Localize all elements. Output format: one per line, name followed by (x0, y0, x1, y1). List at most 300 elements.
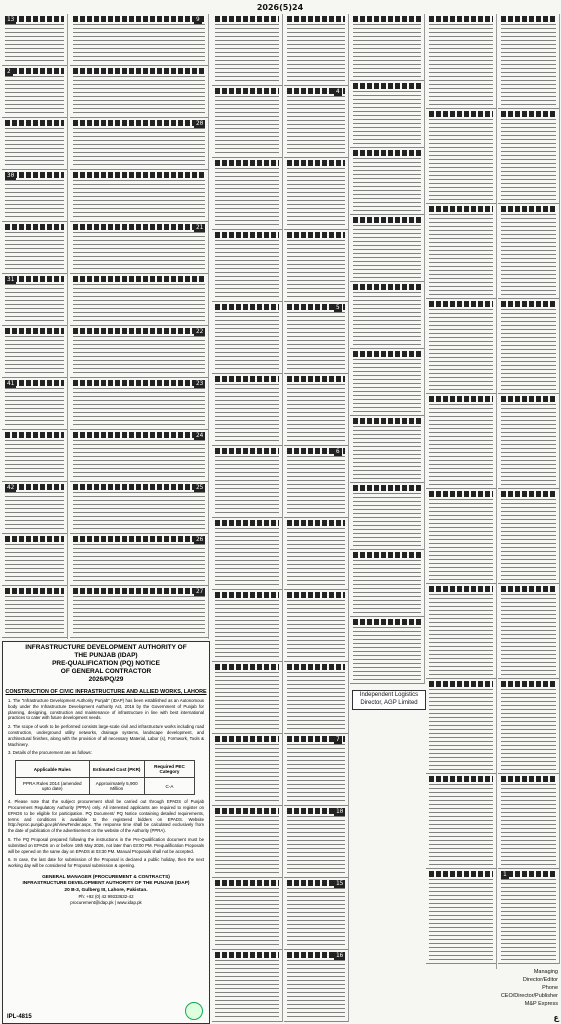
classified-notice (2, 170, 67, 222)
notice-body-text (501, 404, 556, 486)
notice-heading (5, 120, 64, 126)
classified-notice (350, 550, 424, 617)
notice-heading (73, 536, 205, 542)
notice-body-text (5, 336, 64, 375)
notice-heading (73, 68, 205, 74)
ad-title (3, 644, 209, 684)
notice-heading (429, 586, 493, 592)
notice-heading (73, 588, 205, 594)
notice-body-text (287, 312, 345, 371)
notice-number-badge: 31 (7, 276, 15, 283)
classified-notice (284, 878, 348, 950)
notice-heading (501, 301, 556, 307)
classified-notice (2, 326, 67, 378)
imprint-line: M&P Express (524, 1001, 558, 1007)
notice-body-text (5, 596, 64, 635)
notice-heading (287, 232, 345, 238)
notice-number-badge: 22 (196, 328, 204, 335)
col-7 (498, 14, 560, 964)
notice-body-text (73, 492, 205, 531)
ad-title-line: INFRASTRUCTURE DEVELOPMENT AUTHORITY OF (25, 644, 187, 651)
logistics-line: Independent Logistics (359, 692, 419, 698)
imprint-line: Managing Director/Editor (522, 969, 558, 983)
notice-body-text (287, 168, 345, 227)
notice-body-text (73, 76, 205, 115)
classified-notice (70, 118, 208, 170)
col-1 (2, 14, 68, 639)
classified-notice (212, 590, 282, 662)
notice-body-text (73, 440, 205, 479)
classified-notice (426, 584, 496, 679)
classified-notice (350, 617, 424, 684)
classified-notice (350, 282, 424, 349)
notice-body-text (5, 232, 64, 271)
notice-number-badge: 16 (336, 952, 344, 959)
classified-notice (426, 14, 496, 109)
ad-paragraph: 1. The "Infrastructure Development Authority Punjab" (IDAP) has been established as an Autonomous body under the Infrastructure Development Authority Act, 2016 by the Government of Punjab for planning, designing, construction and maintenance of infrastructure in line with best international practices to cater with future development needs. (8, 698, 204, 721)
notice-body-text (287, 672, 345, 731)
classified-notice (212, 374, 282, 446)
classified-notice (212, 518, 282, 590)
classified-notice (426, 109, 496, 204)
notice-body-text (215, 816, 279, 875)
notice-body-text (287, 744, 345, 803)
notice-body-text (287, 528, 345, 587)
notice-body-text (215, 888, 279, 947)
notice-heading (353, 16, 421, 22)
notice-heading (287, 664, 345, 670)
notice-body-text (287, 888, 345, 947)
notice-body-text (429, 309, 493, 391)
notice-body-text (353, 359, 421, 413)
notice-body-text (5, 24, 64, 63)
table-header-row (16, 761, 195, 778)
ad-title-line: OF GENERAL CONTRACTOR (60, 668, 152, 675)
notice-heading (353, 619, 421, 625)
notice-body-text (501, 214, 556, 296)
notice-number-badge: 5 (336, 304, 340, 311)
notice-body-text (353, 426, 421, 480)
classified-notice (212, 950, 282, 1022)
notice-number-badge: 30 (7, 172, 15, 179)
notice-number-badge: 6 (336, 448, 340, 455)
notice-heading (5, 536, 64, 542)
classified-notice (212, 446, 282, 518)
notice-body-text (429, 689, 493, 771)
notice-body-text (353, 24, 421, 78)
notice-heading (215, 16, 279, 22)
notice-heading (287, 160, 345, 166)
ad-title-line: PRE-QUALIFICATION (PQ) NOTICE (52, 660, 160, 667)
notice-body-text (353, 225, 421, 279)
notice-heading (353, 83, 421, 89)
notice-heading (5, 224, 64, 230)
notice-number-badge: 27 (196, 588, 204, 595)
classified-notice (350, 148, 424, 215)
classified-notice (70, 534, 208, 586)
notice-heading (215, 664, 279, 670)
notice-heading (215, 232, 279, 238)
classified-notice (212, 86, 282, 158)
classified-notice (426, 204, 496, 299)
notice-number-badge: 23 (196, 380, 204, 387)
classified-notice (350, 349, 424, 416)
notice-heading (287, 376, 345, 382)
notice-body-text (215, 24, 279, 83)
notice-body-text (353, 493, 421, 547)
classified-notice (2, 482, 67, 534)
col-5 (350, 14, 425, 684)
procurement-table (15, 760, 195, 795)
ad-email-link[interactable]: procurement@idap.pk | www.idap.pk (70, 900, 142, 906)
notice-heading (501, 111, 556, 117)
notice-body-text (215, 960, 279, 1019)
notice-heading (429, 301, 493, 307)
col-2 (70, 14, 209, 639)
classified-notice (498, 394, 559, 489)
notice-heading (501, 681, 556, 687)
notice-heading (73, 16, 205, 22)
notice-body-text (287, 24, 345, 83)
classified-notice (284, 806, 348, 878)
publisher-imprint (498, 968, 558, 1022)
notice-body-text (5, 492, 64, 531)
notice-heading (353, 552, 421, 558)
notice-heading (501, 871, 556, 877)
notice-number-badge: 20 (196, 120, 204, 127)
notice-body-text (501, 119, 556, 201)
notice-number-badge: 25 (196, 484, 204, 491)
notice-number-badge: 15 (336, 880, 344, 887)
notice-heading (429, 871, 493, 877)
ad-paragraph: 3. Details of the procurement are as follows: (8, 750, 92, 756)
notice-number-badge: 2 (7, 68, 11, 75)
notice-heading (287, 592, 345, 598)
classified-notice (70, 430, 208, 482)
notice-heading (429, 206, 493, 212)
notice-heading (501, 776, 556, 782)
classified-notice (498, 489, 559, 584)
notice-heading (73, 484, 205, 490)
notice-body-text (73, 24, 205, 63)
classified-notice (284, 374, 348, 446)
classified-notice (284, 734, 348, 806)
classified-notice (350, 215, 424, 282)
classified-notice (70, 586, 208, 638)
notice-heading (501, 206, 556, 212)
notice-heading (353, 284, 421, 290)
classified-notice (350, 416, 424, 483)
ad-signatory (3, 875, 209, 895)
classified-notice (212, 806, 282, 878)
classified-notice (70, 222, 208, 274)
col-6 (426, 14, 497, 969)
classified-notice (284, 446, 348, 518)
ad-title-line: 2026/PQ/29 (88, 676, 124, 683)
notice-body-text (429, 784, 493, 866)
logistics-notice-box (352, 690, 426, 710)
classified-notice (70, 66, 208, 118)
ad-title-line: THE PUNJAB (IDAP) (74, 652, 138, 659)
classified-notice (212, 662, 282, 734)
notice-body-text (73, 180, 205, 219)
ad-section-title: CONSTRUCTION OF CIVIC INFRASTRUCTURE AND ALLIED WORKS, LAHORE (5, 689, 207, 695)
notice-body-text (73, 128, 205, 167)
notice-heading (215, 160, 279, 166)
notice-number-badge: 7 (336, 736, 340, 743)
notice-heading (501, 491, 556, 497)
notice-body-text (5, 180, 64, 219)
classified-notice (70, 378, 208, 430)
classified-notice (212, 14, 282, 86)
classified-notice (212, 734, 282, 806)
notice-heading (429, 16, 493, 22)
notice-body-text (501, 879, 556, 961)
idap-pq-notice-ad (2, 641, 210, 1024)
notice-heading (73, 328, 205, 334)
notice-number-badge: 42 (7, 484, 15, 491)
notice-body-text (429, 214, 493, 296)
imprint-line: Phone (542, 985, 558, 991)
table-header: Estimated Cost (PKR) (89, 761, 144, 778)
notice-body-text (429, 594, 493, 676)
notice-number-badge: 13 (7, 16, 15, 23)
notice-heading (215, 88, 279, 94)
notice-heading (353, 217, 421, 223)
ad-footer-line: 20 B-3, Gulberg III, Lahore, Pakistan. (64, 887, 148, 893)
notice-heading (353, 418, 421, 424)
classified-notice (498, 869, 559, 964)
notice-body-text (5, 76, 64, 115)
notice-body-text (215, 600, 279, 659)
classified-notice (498, 109, 559, 204)
ad-paragraph: 6. In case, the last date for submission of the Proposal is declared a public holiday, then the next working day will be considered for Proposal submission & opening. (8, 857, 204, 869)
ad-footer-line: INFRASTRUCTURE DEVELOPMENT AUTHORITY OF THE PUNJAB (IDAP) (22, 881, 190, 887)
page-date-header: 2026(5)24 (256, 3, 304, 12)
classified-notice (498, 299, 559, 394)
classified-notice (70, 170, 208, 222)
notice-heading (429, 776, 493, 782)
notice-number-badge: 10 (336, 808, 344, 815)
notice-heading (215, 448, 279, 454)
classified-notice (212, 878, 282, 950)
classified-notice (350, 483, 424, 550)
classified-notice (284, 86, 348, 158)
notice-heading (215, 592, 279, 598)
table-cell: C-A (144, 778, 194, 795)
notice-body-text (215, 456, 279, 515)
notice-heading (353, 150, 421, 156)
classified-notice (498, 584, 559, 679)
notice-body-text (429, 499, 493, 581)
idap-logo-icon (185, 1002, 203, 1020)
table-row (16, 778, 195, 795)
notice-body-text (501, 784, 556, 866)
classified-notice (426, 869, 496, 964)
classified-notice (2, 66, 67, 118)
notice-heading (429, 491, 493, 497)
notice-body-text (215, 240, 279, 299)
notice-heading (5, 588, 64, 594)
table-header: Applicable Rules (16, 761, 90, 778)
notice-heading (501, 16, 556, 22)
notice-body-text (73, 544, 205, 583)
notice-heading (429, 396, 493, 402)
notice-body-text (73, 336, 205, 375)
classified-notice (2, 274, 67, 326)
ad-paragraph: 4. Please note that the subject procurement shall be carried out through EPADS of Punjab Procurement Regulatory Authority (PPRA) only. All interested applicants are required to register on EPADS to be eligible for participation. PQ Document/ PQ Notice containing detailed requirements, terms and conditions is available to the registered bidders on EPADS. Website http://eproc.punjab.gov.pk/ViewTender.aspx. The response time shall be calculated exclusively from the date of publication of the advertisement on the website of the Authority (PPRA). (8, 799, 204, 834)
notice-body-text (501, 689, 556, 771)
notice-heading (353, 485, 421, 491)
notice-body-text (215, 312, 279, 371)
notice-body-text (5, 544, 64, 583)
notice-body-text (215, 744, 279, 803)
notice-body-text (353, 560, 421, 614)
notice-number-badge: 9 (196, 16, 200, 23)
col-3 (212, 14, 283, 1022)
classified-notice (2, 586, 67, 638)
notice-heading (73, 432, 205, 438)
notice-heading (73, 224, 205, 230)
classified-notice (498, 204, 559, 299)
table-cell: Approximately 5,900 Million (89, 778, 144, 795)
classified-notice (284, 158, 348, 230)
notice-body-text (501, 499, 556, 581)
notice-body-text (73, 596, 205, 635)
notice-heading (73, 380, 205, 386)
notice-body-text (287, 384, 345, 443)
notice-body-text (287, 240, 345, 299)
notice-body-text (353, 91, 421, 145)
classified-notice (284, 590, 348, 662)
notice-body-text (353, 627, 421, 681)
classified-notice (350, 14, 424, 81)
notice-heading (73, 276, 205, 282)
imprint-line: CEO/Director/Publisher (500, 993, 558, 999)
notice-heading (73, 172, 205, 178)
classified-notice (70, 482, 208, 534)
col-4 (284, 14, 349, 1022)
classified-notice (2, 430, 67, 482)
notice-number-badge: 4 (336, 88, 340, 95)
classified-notice (426, 299, 496, 394)
notice-number-badge: 24 (196, 432, 204, 439)
classified-notice (212, 158, 282, 230)
notice-body-text (215, 528, 279, 587)
notice-body-text (215, 168, 279, 227)
classified-notice (284, 230, 348, 302)
notice-heading (215, 808, 279, 814)
notice-body-text (353, 158, 421, 212)
classified-notice (284, 302, 348, 374)
notice-heading (215, 952, 279, 958)
ad-ref-number: IPL-4815 (7, 1014, 32, 1020)
notice-body-text (73, 284, 205, 323)
notice-heading (429, 681, 493, 687)
notice-body-text (287, 816, 345, 875)
classified-notice (70, 326, 208, 378)
classified-notice (2, 378, 67, 430)
notice-body-text (287, 960, 345, 1019)
ad-footer-line: GENERAL MANAGER (PROCUREMENT & CONTRACTS) (42, 874, 170, 880)
notice-body-text (429, 24, 493, 106)
notice-body-text (215, 384, 279, 443)
classified-notice (2, 14, 67, 66)
classified-notice (498, 679, 559, 774)
classified-notice (2, 222, 67, 274)
notice-body-text (73, 388, 205, 427)
notice-number-badge: 1 (503, 871, 507, 878)
logistics-line: Director, AGP Limited (360, 700, 418, 706)
notice-body-text (5, 284, 64, 323)
notice-body-text (501, 24, 556, 106)
ad-paragraph: 2. The scope of work to be performed consists large-scale civil and infrastructure works including road construction, underground utility networks, drainage systems, landscape development, and architectural finishes, along with the provision of all necessary Material, Labor (s), Formwork, Tools & Machinery. (8, 724, 204, 747)
notice-heading (215, 880, 279, 886)
classified-notice (284, 14, 348, 86)
notice-heading (5, 68, 64, 74)
notice-body-text (501, 309, 556, 391)
notice-heading (287, 16, 345, 22)
classified-notice (350, 81, 424, 148)
notice-heading (215, 376, 279, 382)
classified-notice (284, 662, 348, 734)
notice-body-text (287, 96, 345, 155)
notice-body-text (5, 440, 64, 479)
classified-notice (498, 774, 559, 869)
notice-body-text (287, 600, 345, 659)
classified-notice (70, 274, 208, 326)
classified-notice (212, 230, 282, 302)
notice-number-badge: 21 (196, 224, 204, 231)
notice-number-badge: 26 (196, 536, 204, 543)
notice-heading (353, 351, 421, 357)
notice-body-text (353, 292, 421, 346)
notice-heading (215, 304, 279, 310)
notice-heading (287, 520, 345, 526)
classified-notice (284, 950, 348, 1022)
notice-heading (5, 328, 64, 334)
notice-heading (215, 520, 279, 526)
notice-body-text (287, 456, 345, 515)
notice-body-text (429, 404, 493, 486)
notice-body-text (5, 388, 64, 427)
classified-notice (284, 518, 348, 590)
ad-phone: Ph: +92 (0) 42 99333632-42 (78, 894, 134, 900)
notice-heading (501, 586, 556, 592)
classified-notice (498, 14, 559, 109)
classified-notice (2, 118, 67, 170)
ad-paragraph: 5. The PQ Proposal prepared following the instructions in the Pre-Qualification document must be submitted on EPADS on or before 19th May 2026, not later than 03:00 PM. Prequalification Proposals will be opened on the same day on EPADS at 03:30 PM. Manual Proposals shall not be accepted. (8, 836, 204, 854)
notice-heading (501, 396, 556, 402)
classified-notice (426, 774, 496, 869)
notice-heading (5, 432, 64, 438)
corner-mark: ع (553, 1013, 559, 1022)
classified-notice (212, 302, 282, 374)
notice-heading (215, 736, 279, 742)
notice-body-text (429, 119, 493, 201)
classified-notice (426, 679, 496, 774)
classified-notice (70, 14, 208, 66)
notice-body-text (215, 96, 279, 155)
table-header: Required PEC Category (144, 761, 194, 778)
classified-notice (2, 534, 67, 586)
table-cell: PPRA Rules 2014 (amended upto date) (16, 778, 90, 795)
notice-body-text (501, 594, 556, 676)
notice-heading (429, 111, 493, 117)
classified-notice (426, 394, 496, 489)
notice-body-text (5, 128, 64, 167)
notice-body-text (73, 232, 205, 271)
